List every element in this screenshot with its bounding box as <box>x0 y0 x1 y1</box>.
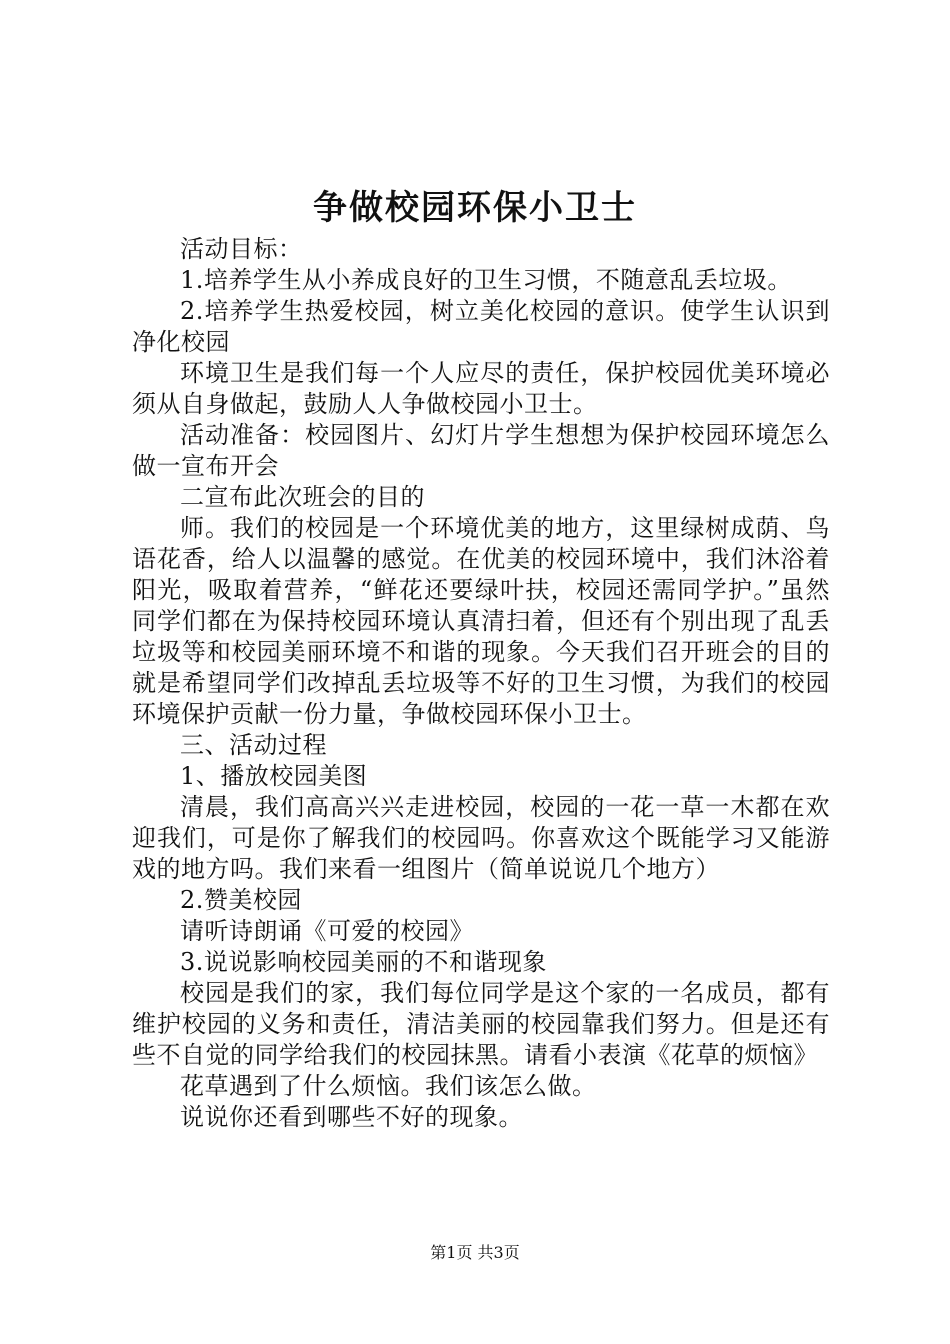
paragraph: 三、活动过程 <box>180 731 327 759</box>
paragraph: 2.培养学生热爱校园，树立美化校园的意识。使学生认识到净化校园 <box>132 297 830 356</box>
paragraph: 3.说说影响校园美丽的不和谐现象 <box>180 948 547 976</box>
paragraph: 师。我们的校园是一个环境优美的地方，这里绿树成荫、鸟语花香，给人以温馨的感觉。在优美的校园环境中，我们沐浴着阳光，吸取着营养，“鲜花还要绿叶扶，校园还需同学护。”虽然同学们都在为保持校园环境认真清扫着，但还有个别出现了乱丢垃圾等和校园美丽环境不和谐的现象。今天我们召开班会的目的就是希望同学们改掉乱丢垃圾等不好的卫生习惯，为我们的校园环境保护贡献一份力量，争做校园环保小卫士。 <box>132 514 830 728</box>
paragraph: 1、播放校园美图 <box>180 762 368 790</box>
paragraph: 请听诗朗诵《可爱的校园》 <box>180 917 474 945</box>
paragraph: 清晨，我们高高兴兴走进校园，校园的一花一草一木都在欢迎我们，可是你了解我们的校园吗。你喜欢这个既能学习又能游戏的地方吗。我们来看一组图片（简单说说几个地方） <box>132 793 830 883</box>
paragraph: 校园是我们的家，我们每位同学是这个家的一名成员，都有维护校园的义务和责任，清洁美丽的校园靠我们努力。但是还有些不自觉的同学给我们的校园抹黑。请看小表演《花草的烦恼》 <box>132 979 830 1069</box>
document-title: 争做校园环保小卫士 <box>313 188 637 228</box>
paragraph: 环境卫生是我们每一个人应尽的责任，保护校园优美环境必须从自身做起，鼓励人人争做校园小卫士。 <box>132 359 830 418</box>
paragraph: 2.赞美校园 <box>180 886 302 914</box>
paragraph: 活动准备：校园图片、幻灯片学生想想为保护校园环境怎么做一宣布开会 <box>132 421 830 480</box>
paragraph: 花草遇到了什么烦恼。我们该怎么做。 <box>180 1072 597 1100</box>
document-body <box>132 234 830 1133</box>
paragraph: 1.培养学生从小养成良好的卫生习惯，不随意乱丢垃圾。 <box>180 266 792 294</box>
paragraph: 说说你还看到哪些不好的现象。 <box>180 1103 523 1131</box>
paragraph: 二宣布此次班会的目的 <box>180 483 425 511</box>
paragraph: 活动目标： <box>180 235 303 263</box>
page-footer: 第1页 共3页 <box>430 1243 520 1262</box>
